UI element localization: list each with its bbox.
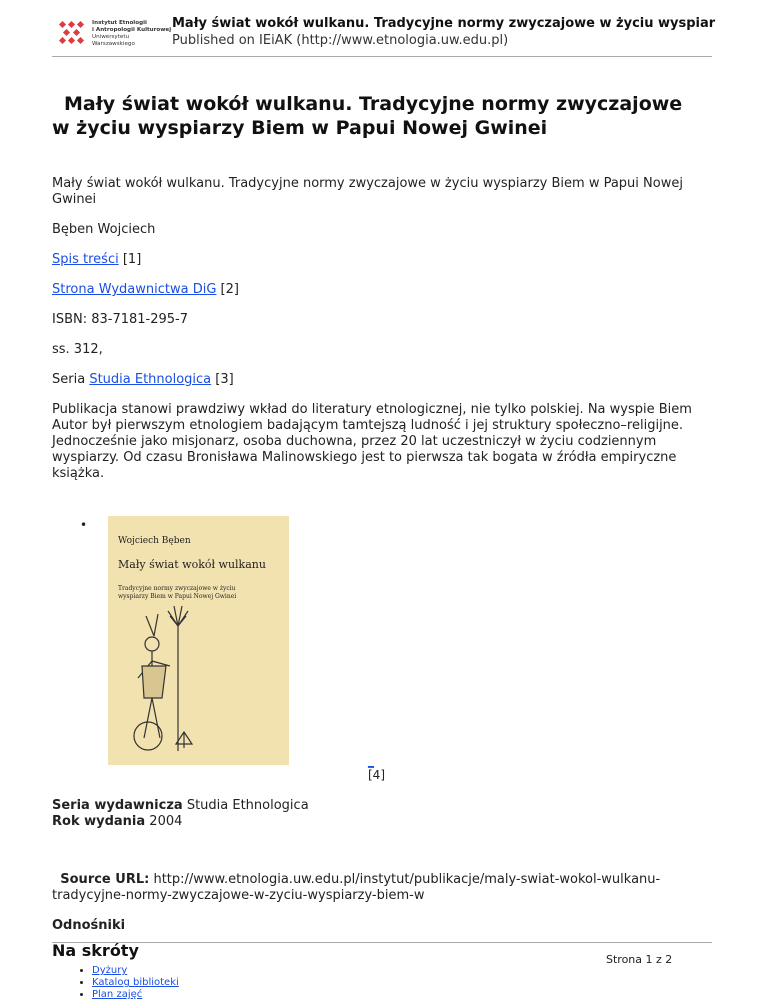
toc-ref: [1]	[118, 252, 142, 267]
article-subtitle: Mały świat wokół wulkanu. Tradycyjne normy zwyczajowe w życiu wyspiarzy Biem w Papui Nowej Gwinei	[52, 176, 683, 207]
cover-subtitle: Tradycyjne normy zwyczajowe w życiu wyspiarzy Biem w Papui Nowej Gwinei	[118, 585, 237, 600]
cover-author: Wojciech Bęben	[118, 536, 191, 546]
institute-logo-icon	[56, 18, 86, 48]
meta-series	[52, 798, 309, 814]
shortcut-item	[92, 965, 179, 977]
bullet-icon: •	[80, 518, 88, 532]
cover-title: Mały świat wokół wulkanu	[118, 558, 266, 571]
logo-line-1: Instytut Etnologii	[92, 20, 147, 26]
publisher-line	[52, 282, 692, 298]
meta-series-value: Studia Ethnologica	[182, 798, 309, 813]
source-url	[52, 872, 692, 904]
publication-meta	[52, 798, 309, 830]
tribal-figure-illustration-icon	[108, 516, 289, 765]
page-count: ss. 312,	[52, 342, 103, 357]
meta-series-label: Seria wydawnicza	[52, 798, 183, 813]
shortcuts-list	[52, 965, 179, 1001]
author-name: Bęben Wojciech	[52, 222, 156, 237]
toc-link[interactable]: Spis treści	[52, 252, 119, 267]
isbn: ISBN: 83-7181-295-7	[52, 312, 189, 327]
shortcut-link-katalog[interactable]: Katalog biblioteki	[92, 977, 179, 988]
source-url-value: http://www.etnologia.uw.edu.pl/instytut/publikacje/maly-swiat-wokol-wulkanu-tradycyjne-normy-zwyczajowe-w-zyciu-wyspiarzy-biem-w	[52, 872, 661, 903]
cover-list-item	[80, 516, 385, 782]
description: Publikacja stanowi prawdziwy wkład do literatury etnologicznej, nie tylko polskiej. Na wyspie Biem Autor był pierwszym etnologiem badającym tamtejszą ludność i jej struktury społeczno–religijne. Jednocześnie jako misjonarz, osoba duchowna, przez 20 lat uczestniczył w życiu codziennym wyspiarzy. Od czasu Bronisława Malinowskiego jest to pierwsza tak bogata w źródła empiryczne książka.	[52, 402, 692, 481]
logo-line-2: i Antropologii Kulturowej	[92, 27, 172, 33]
source-label: Source URL:	[60, 872, 150, 887]
publisher-ref: [2]	[216, 282, 239, 297]
cover-ref-number: [4]	[368, 768, 385, 782]
meta-year	[52, 814, 309, 830]
cover-ref	[368, 754, 385, 782]
toc-line	[52, 252, 692, 268]
shortcut-link-dyzury[interactable]: Dyżury	[92, 965, 128, 976]
series-link[interactable]: Studia Ethnologica	[89, 372, 212, 387]
meta-year-value: 2004	[145, 814, 183, 829]
shortcuts-section	[52, 941, 712, 1000]
publisher-link[interactable]: Strona Wydawnictwa DiG	[52, 282, 217, 297]
header-title: Mały świat wokół wulkanu. Tradycyjne normy zwyczajowe w życiu wyspiar	[172, 16, 716, 31]
shortcut-item	[92, 977, 179, 989]
shortcut-link-plan[interactable]: Plan zajęć	[92, 989, 143, 1000]
shortcut-item	[92, 989, 179, 1001]
series-prefix: Seria	[52, 372, 90, 387]
links-heading: Odnośniki	[52, 918, 126, 933]
page-number: Strona 1 z 2	[606, 953, 673, 966]
published-on: Published on IEiAK (http://www.etnologia.uw.edu.pl)	[172, 33, 509, 48]
document-header	[52, 12, 716, 57]
cover-ref-link[interactable]: _	[368, 754, 374, 768]
page-title: Mały świat wokół wulkanu. Tradycyjne normy zwyczajowe w życiu wyspiarzy Biem w Papui Nowej Gwinei	[52, 93, 683, 139]
meta-year-label: Rok wydania	[52, 814, 146, 829]
book-cover-link[interactable]	[108, 516, 289, 765]
article-body	[52, 92, 692, 482]
series-ref: [3]	[211, 372, 234, 387]
logo-text	[92, 20, 172, 48]
series-line	[52, 372, 692, 388]
logo-line-3: Uniwersytetu Warszawskiego	[92, 34, 135, 47]
shortcuts-heading: Na skróty	[52, 941, 139, 960]
